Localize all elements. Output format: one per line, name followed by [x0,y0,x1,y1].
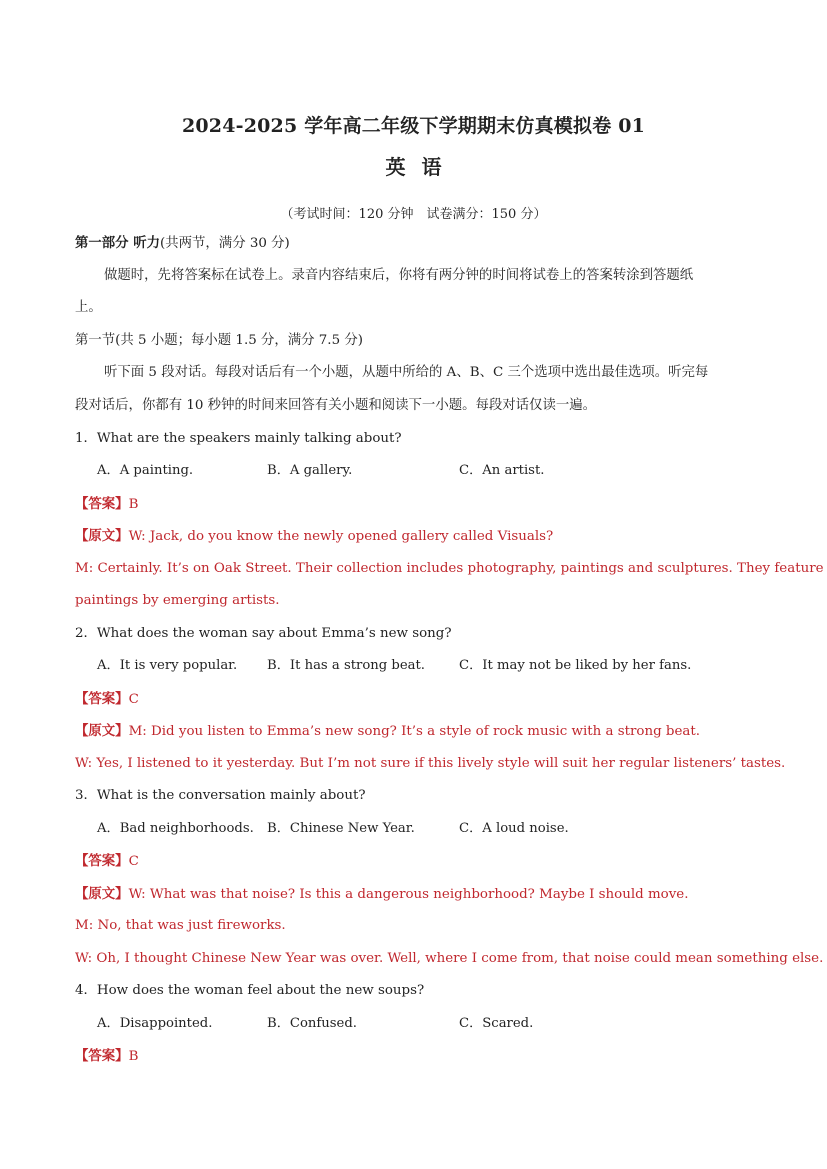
transcript-line: paintings by emerging artists. [75,593,280,608]
part1-heading [75,233,755,254]
question-stem: 3．What is the conversation mainly about? [75,788,366,803]
section1-line-2: 段对话后，你都有 10 秒钟的时间来回答有关小题和阅读下一小题。每段对话仅读一遍。 [75,398,597,413]
transcript-line [75,721,755,742]
answer-value: C [128,854,139,869]
answer-line [75,494,755,515]
option-b: B．A gallery. [267,463,353,478]
transcript-line [75,884,755,905]
page-title: 2024-2025 学年高二年级下学期期末仿真模拟卷 01 [181,115,646,137]
answer-tag: 【答案】 [75,1048,129,1064]
instruction-line-2: 上。 [75,300,102,315]
exam-info: （考试时间：120 分钟 试卷满分：150 分） [280,207,547,222]
option-a: A．It is very popular. [97,658,238,673]
option-b: B．It has a strong beat. [267,658,425,673]
transcript-line [75,526,755,547]
instruction-line-1: 做题时，先将答案标在试卷上。录音内容结束后，你将有两分钟的时间将试卷上的答案转涂到答题纸 [104,268,694,283]
answer-tag: 【答案】 [75,853,129,869]
part1-heading-rest: (共两节，满分 30 分) [160,236,290,251]
subject-title: 英语 [385,155,458,179]
answer-line [75,851,755,872]
answer-value: B [128,497,139,512]
transcript-line: W: Yes, I listened to it yesterday. But I’m not sure if this lively style will suit her regular listeners’ tastes. [75,756,786,771]
option-c: C．Scared. [459,1016,534,1031]
option-a: A．Bad neighborhoods. [97,821,254,836]
section1-line-1: 听下面 5 段对话。每段对话后有一个小题，从题中所给的 A、B、C 三个选项中选出最佳选项。听完每 [104,365,709,380]
question-stem: 2．What does the woman say about Emma’s new song? [75,626,452,641]
option-a: A．A painting. [97,463,194,478]
answer-value: B [128,1049,139,1064]
transcript-tag: 【原文】 [75,528,129,544]
option-c: C．A loud noise. [459,821,569,836]
answer-tag: 【答案】 [75,496,129,512]
answer-tag: 【答案】 [75,691,129,707]
answer-line [75,1046,755,1067]
transcript-text: M: Did you listen to Emma’s new song? It’s a style of rock music with a strong beat. [128,724,701,739]
option-c: C．It may not be liked by her fans. [459,658,692,673]
transcript-text: W: Jack, do you know the newly opened gallery called Visuals? [128,529,554,544]
answer-value: C [128,692,139,707]
question-stem: 1．What are the speakers mainly talking about? [75,431,402,446]
transcript-line: M: No, that was just fireworks. [75,918,286,933]
transcript-tag: 【原文】 [75,886,129,902]
question-stem: 4．How does the woman feel about the new soups? [75,983,425,998]
transcript-line: W: Oh, I thought Chinese New Year was over. Well, where I come from, that noise could mean something else. [75,951,824,966]
section1-heading: 第一节(共 5 小题；每小题 1.5 分，满分 7.5 分) [75,333,363,348]
option-c: C．An artist. [459,463,545,478]
option-a: A．Disappointed. [97,1016,213,1031]
transcript-line: M: Certainly. It’s on Oak Street. Their collection includes photography, paintings and sculptures. They feature [75,561,824,576]
answer-line [75,689,755,710]
transcript-text: W: What was that noise? Is this a dangerous neighborhood? Maybe I should move. [128,887,689,902]
transcript-tag: 【原文】 [75,723,129,739]
option-b: B．Chinese New Year. [267,821,415,836]
option-b: B．Confused. [267,1016,357,1031]
part1-heading-bold: 第一部分 听力 [75,235,161,251]
